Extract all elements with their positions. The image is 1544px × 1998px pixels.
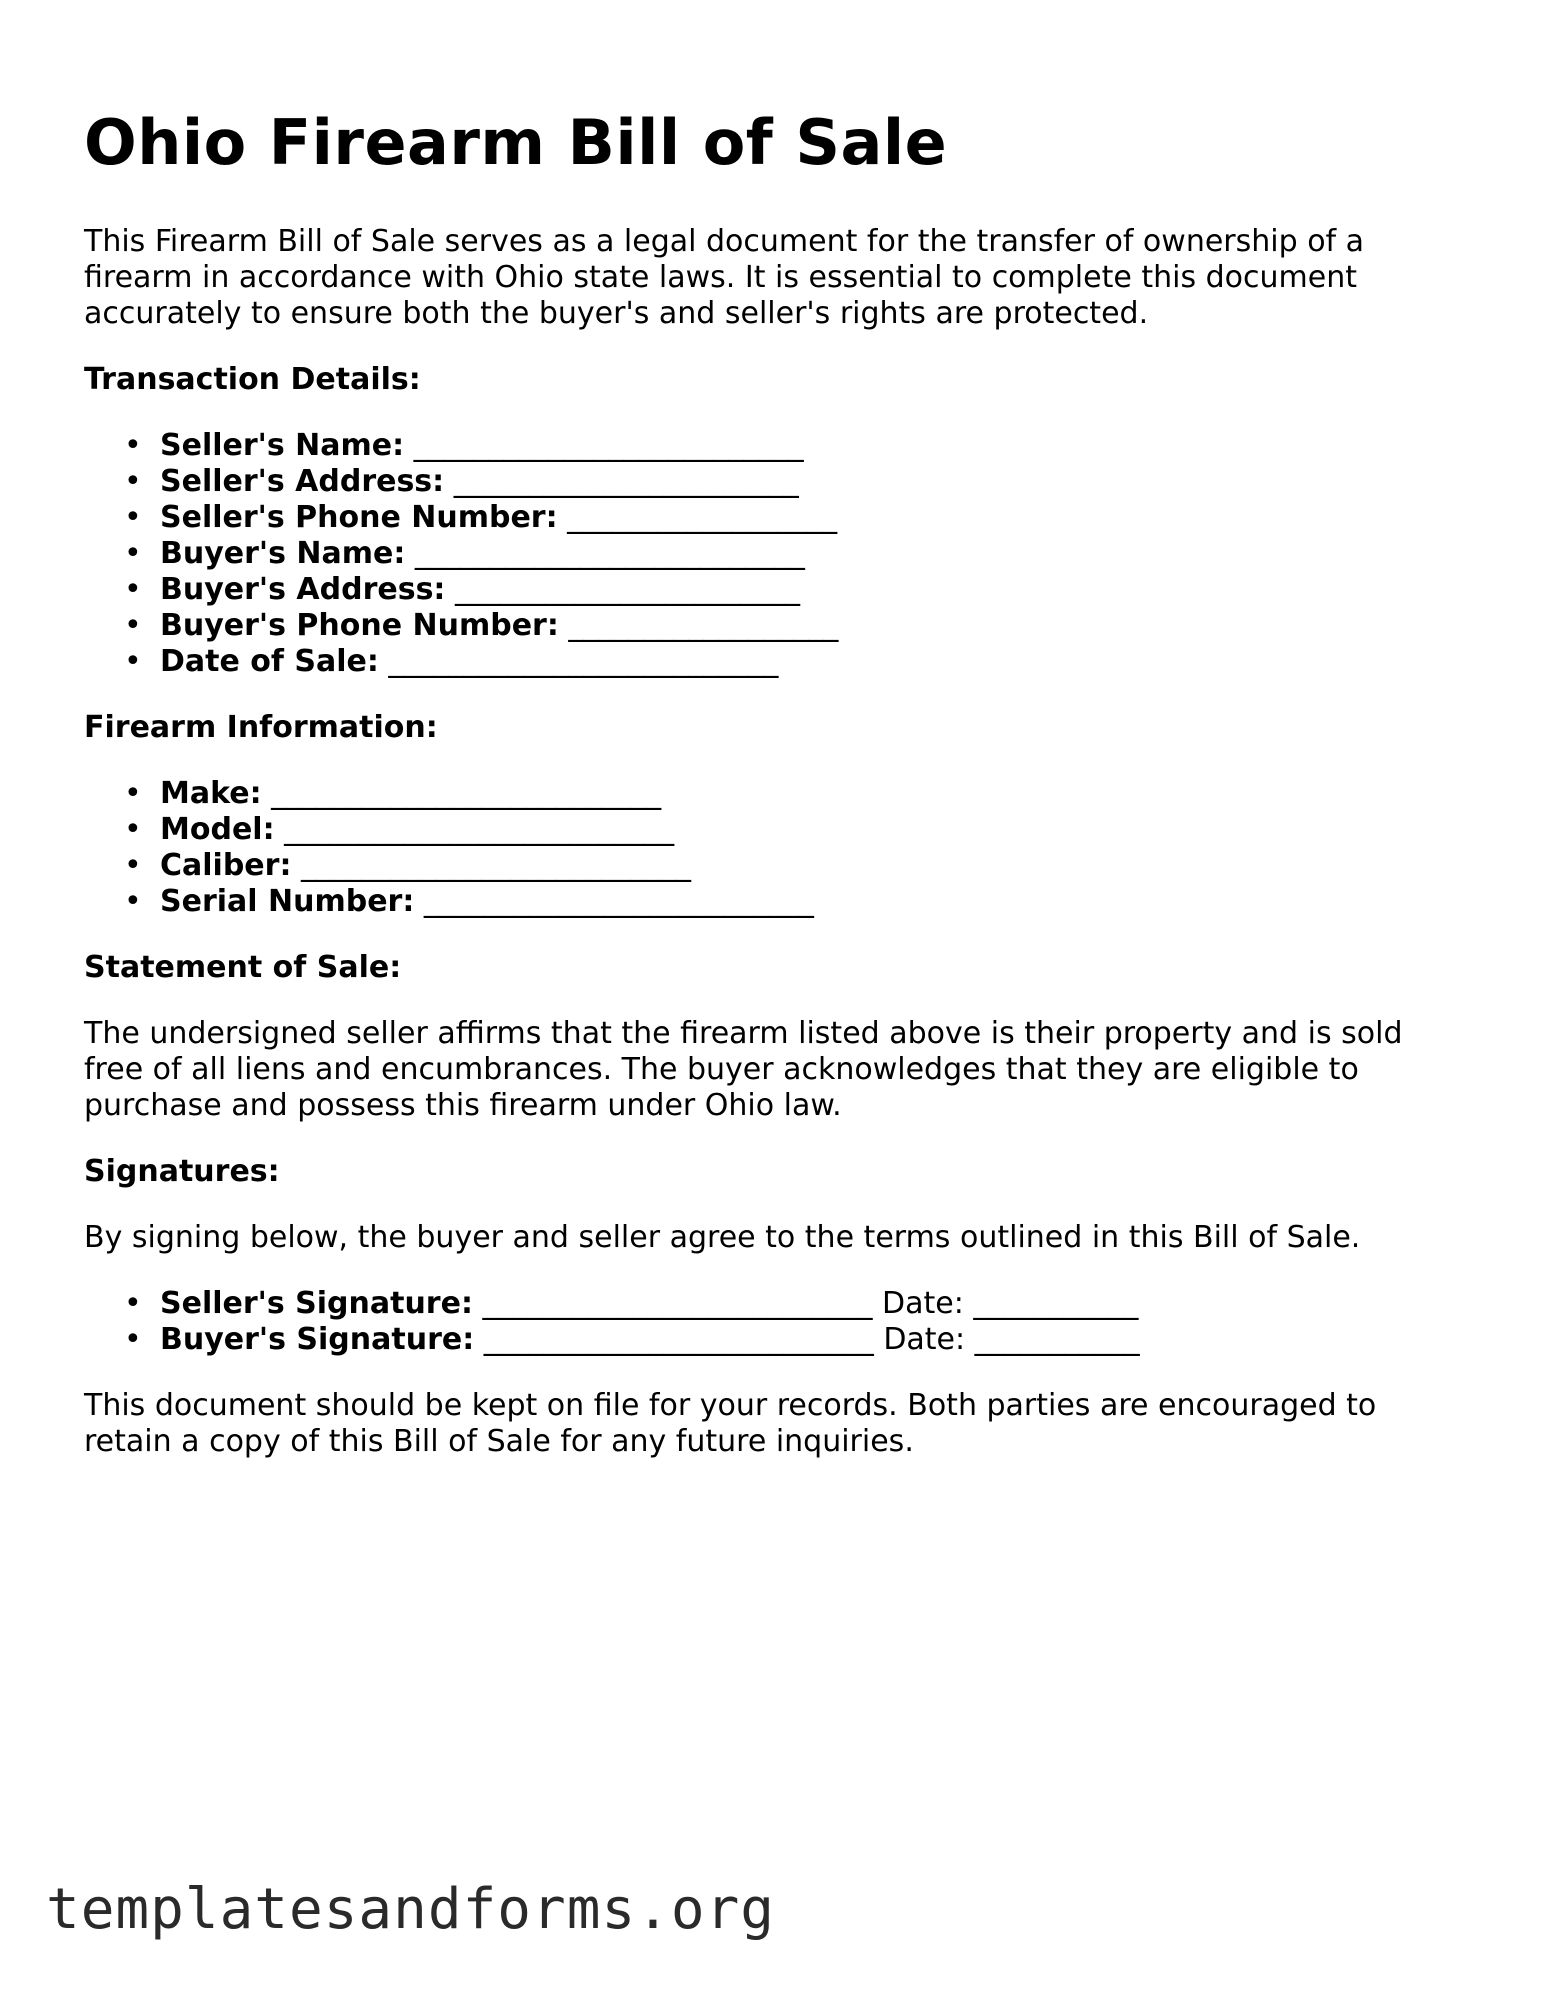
signatures-paragraph: By signing below, the buyer and seller agree to the terms outlined in this Bill of Sale.: [84, 1220, 1361, 1255]
signature-blank[interactable]: __________________________: [482, 1286, 873, 1321]
closing-paragraph: This document should be kept on file for your records. Both parties are encouraged to retain a copy of this Bill of Sale for any future inquiries.: [84, 1388, 1377, 1459]
list-item: • Serial Number: __________________________: [124, 884, 814, 919]
list-item: • Seller's Signature: __________________________ Date: ___________: [124, 1286, 1139, 1321]
list-item: • Buyer's Signature: __________________________ Date: ___________: [124, 1322, 1140, 1357]
page-title: Ohio Firearm Bill of Sale: [84, 106, 948, 179]
field-label: Buyer's Name:: [160, 536, 406, 571]
signatures-list: [84, 1286, 1464, 1358]
date-blank[interactable]: ___________: [974, 1322, 1140, 1357]
intro-paragraph: This Firearm Bill of Sale serves as a legal document for the transfer of ownership of a firearm in accordance with Ohio state laws. It is essential to complete this document accurately to ensure both the buyer's and seller's rights are protected.: [84, 224, 1365, 331]
date-label: Date:: [882, 1286, 964, 1321]
field-blank[interactable]: _______________________: [454, 572, 800, 607]
firearm-information-heading: Firearm Information:: [84, 710, 438, 745]
list-item: • Seller's Phone Number: __________________: [124, 500, 838, 535]
list-item: • Seller's Address: _______________________: [124, 464, 799, 499]
field-label: Buyer's Phone Number:: [160, 608, 559, 643]
date-blank[interactable]: ___________: [973, 1286, 1139, 1321]
list-item: • Model: __________________________: [124, 812, 675, 847]
list-item: • Buyer's Address: _______________________: [124, 572, 800, 607]
transaction-details-heading: Transaction Details:: [84, 362, 421, 397]
document-page: [84, 100, 1464, 1490]
list-item: • Seller's Name: __________________________: [124, 428, 804, 463]
statement-of-sale-heading: Statement of Sale:: [84, 950, 402, 985]
list-item: • Buyer's Phone Number: __________________: [124, 608, 839, 643]
watermark: templatesandforms.org: [46, 1877, 776, 1942]
field-blank[interactable]: __________________: [567, 500, 838, 535]
field-label: Make:: [160, 776, 262, 811]
field-label: Buyer's Signature:: [160, 1322, 475, 1357]
field-label: Model:: [160, 812, 275, 847]
field-label: Seller's Phone Number:: [160, 500, 558, 535]
field-label: Seller's Signature:: [160, 1286, 473, 1321]
signatures-heading: Signatures:: [84, 1154, 280, 1189]
list-item: • Date of Sale: __________________________: [124, 644, 779, 679]
field-blank[interactable]: __________________________: [388, 644, 779, 679]
field-label: Seller's Name:: [160, 428, 405, 463]
date-label: Date:: [883, 1322, 966, 1357]
signature-blank[interactable]: __________________________: [483, 1322, 874, 1357]
field-blank[interactable]: __________________________: [413, 428, 804, 463]
statement-paragraph: The undersigned seller affirms that the firearm listed above is their property and is sold free of all liens and encumbrances. The buyer acknowledges that they are eligible to purchase and possess this firearm under Ohio law.: [84, 1016, 1403, 1123]
field-blank[interactable]: __________________________: [301, 848, 691, 883]
list-item: • Buyer's Name: __________________________: [124, 536, 805, 571]
field-label: Date of Sale:: [160, 644, 379, 679]
field-blank[interactable]: __________________________: [271, 776, 662, 811]
firearm-information-list: [84, 776, 1464, 920]
transaction-details-list: [84, 428, 1464, 680]
list-item: • Make: __________________________: [124, 776, 662, 811]
field-blank[interactable]: __________________________: [284, 812, 675, 847]
list-item: • Caliber: __________________________: [124, 848, 691, 883]
field-label: Seller's Address:: [160, 464, 445, 499]
field-label: Buyer's Address:: [160, 572, 446, 607]
field-blank[interactable]: __________________________: [414, 536, 805, 571]
field-blank[interactable]: __________________: [568, 608, 839, 643]
field-label: Caliber:: [160, 848, 292, 883]
field-blank[interactable]: _______________________: [453, 464, 799, 499]
field-blank[interactable]: __________________________: [423, 884, 814, 919]
field-label: Serial Number:: [160, 884, 415, 919]
